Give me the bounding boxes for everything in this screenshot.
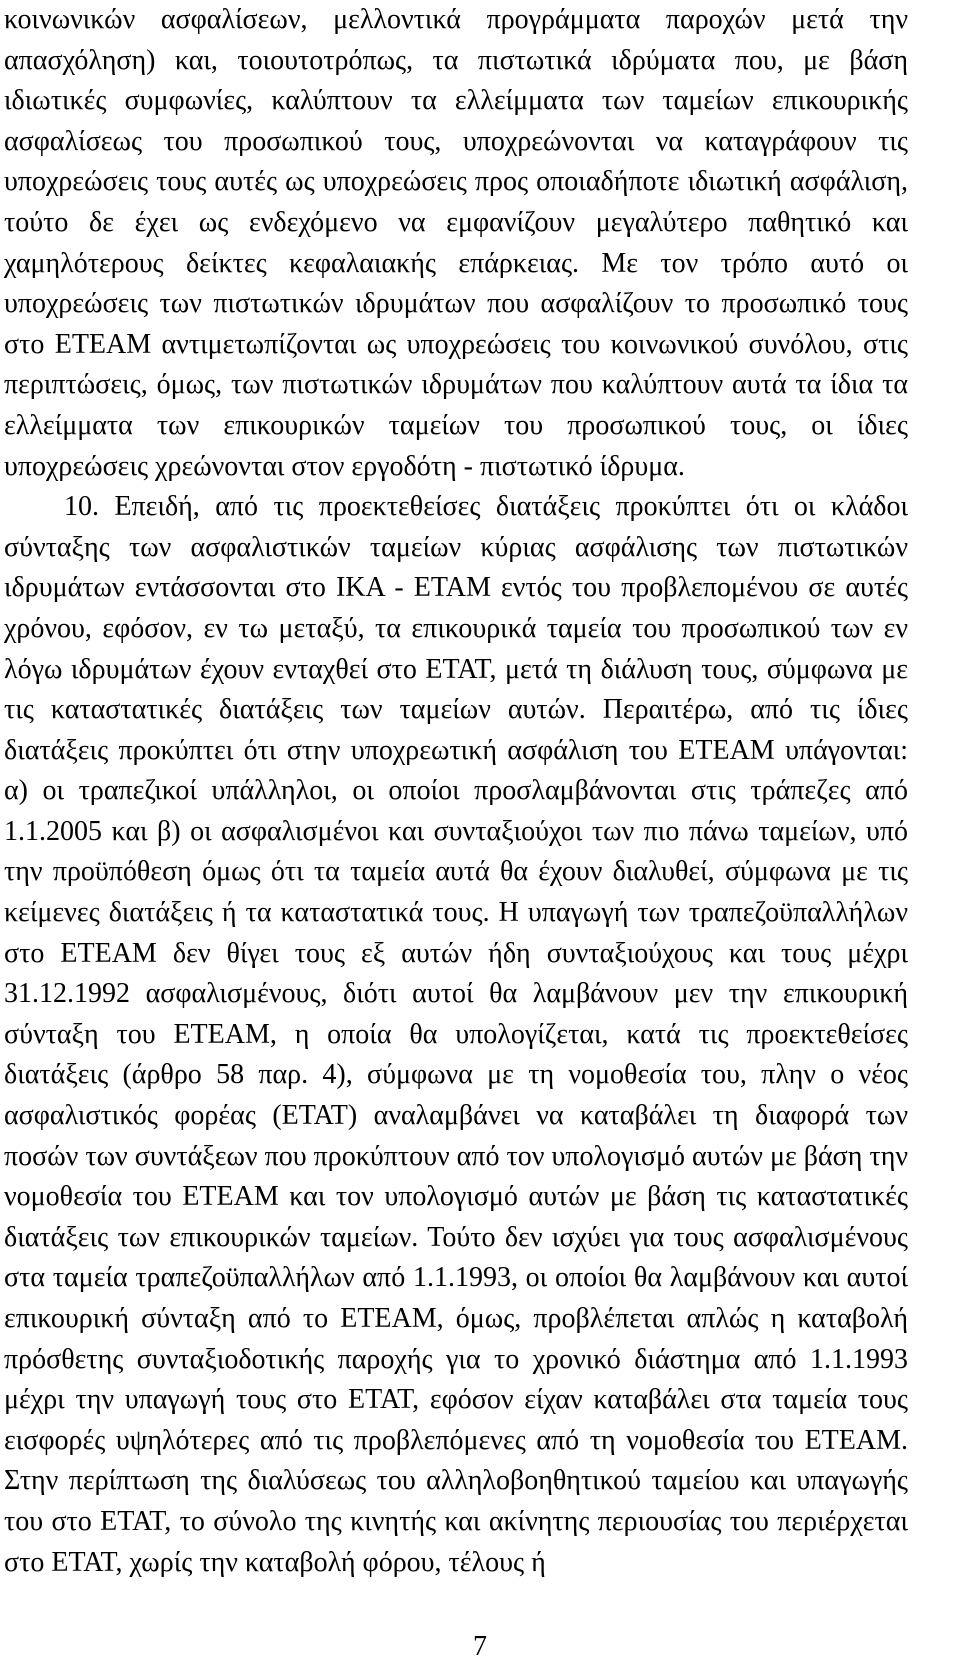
- paragraph-10: 10. Επειδή, από τις προεκτεθείσες διατάξεις προκύπτει ότι οι κλάδοι σύνταξης των ασφαλιστικών ταμείων κύριας ασφάλισης των πιστωτικών ιδρυμάτων εντάσσονται στο ΙΚΑ - ΕΤΑΜ εντός του προβλεπομένου σε αυτές χρόνου, εφόσον, εν τω μεταξύ, τα επικουρικά ταμεία του προσωπικού των εν λόγω ιδρυμάτων έχουν ενταχθεί στο ΕΤΑΤ, μετά τη διάλυση τους, σύμφωνα με τις καταστατικές διατάξεις των ταμείων αυτών. Περαιτέρω, από τις ίδιες διατάξεις προκύπτει ότι στην υποχρεωτική ασφάλιση του ΕΤΕΑΜ υπάγονται: α) οι τραπεζικοί υπάλληλοι, οι οποίοι προσλαμβάνονται στις τράπεζες από 1.1.2005 και β) οι ασφαλισμένοι και συνταξιούχοι των πιο πάνω ταμείων, υπό την προϋπόθεση όμως ότι τα ταμεία αυτά θα έχουν διαλυθεί, σύμφωνα με τις κείμενες διατάξεις ή τα καταστατικά τους. Η υπαγωγή των τραπεζοϋπαλλήλων στο ΕΤΕΑΜ δεν θίγει τους εξ αυτών ήδη συνταξιούχους και τους μέχρι 31.12.1992 ασφαλισμένους, διότι αυτοί θα λαμβάνουν μεν την επικουρική σύνταξη του ΕΤΕΑΜ, η οποία θα υπολογίζεται, κατά τις προεκτεθείσες διατάξεις (άρθρο 58 παρ. 4), σύμφωνα με τη νομοθεσία του, πλην ο νέος ασφαλιστικός φορέας (ΕΤΑΤ) αναλαμβάνει να καταβάλει τη διαφορά των ποσών των συντάξεων που προκύπτουν από τον υπολογισμό αυτών με βάση την νομοθεσία του ΕΤΕΑΜ και τον υπολογισμό αυτών με βάση τις καταστατικές διατάξεις των επικουρικών ταμείων. Τούτο δεν ισχύει για τους ασφαλισμένους στα ταμεία τραπεζοϋπαλλήλων από 1.1.1993, οι οποίοι θα λαμβάνουν και αυτοί επικουρική σύνταξη από το ΕΤΕΑΜ, όμως, προβλέπεται απλώς η καταβολή πρόσθετης συνταξιοδοτικής παροχής για το χρονικό διάστημα από 1.1.1993 μέχρι την υπαγωγή τους στο ΕΤΑΤ, εφόσον είχαν καταβάλει στα ταμεία τους εισφορές υψηλότερες από τις προβλεπόμενες από τη νομοθεσία του ΕΤΕΑΜ. Στην περίπτωση της διαλύσεως του αλληλοβοηθητικού ταμείου και υπαγωγής του στο ΕΤΑΤ, το σύνολο της κινητής και ακίνητης περιουσίας του περιέρχεται στο ΕΤΑΤ, χωρίς την καταβολή φόρου, τέλους ή: [4, 491, 908, 1578]
- page-number: 7: [473, 1631, 487, 1662]
- paragraph-continuation: κοινωνικών ασφαλίσεων, μελλοντικά προγράμματα παροχών μετά την απασχόληση) και, τοιουτοτρόπως, τα πιστωτικά ιδρύματα που, με βάση ιδιωτικές συμφωνίες, καλύπτουν τα ελλείμματα των ταμείων επικουρικής ασφαλίσεως του προσωπικού τους, υποχρεώνονται να καταγράφουν τις υποχρεώσεις τους αυτές ως υποχρεώσεις προς οποιαδήποτε ιδιωτική ασφάλιση, τούτο δε έχει ως ενδεχόμενο να εμφανίζουν μεγαλύτερο παθητικό και χαμηλότερους δείκτες κεφαλαιακής επάρκειας. Με τον τρόπο αυτό οι υποχρεώσεις των πιστωτικών ιδρυμάτων που ασφαλίζουν το προσωπικό τους στο ΕΤΕΑΜ αντιμετωπίζονται ως υποχρεώσεις του κοινωνικού συνόλου, στις περιπτώσεις, όμως, των πιστωτικών ιδρυμάτων που καλύπτουν αυτά τα ίδια τα ελλείμματα των επικουρικών ταμείων του προσωπικού τους, οι ίδιες υποχρεώσεις χρεώνονται στον εργοδότη - πιστωτικό ίδρυμα.: [4, 4, 908, 482]
